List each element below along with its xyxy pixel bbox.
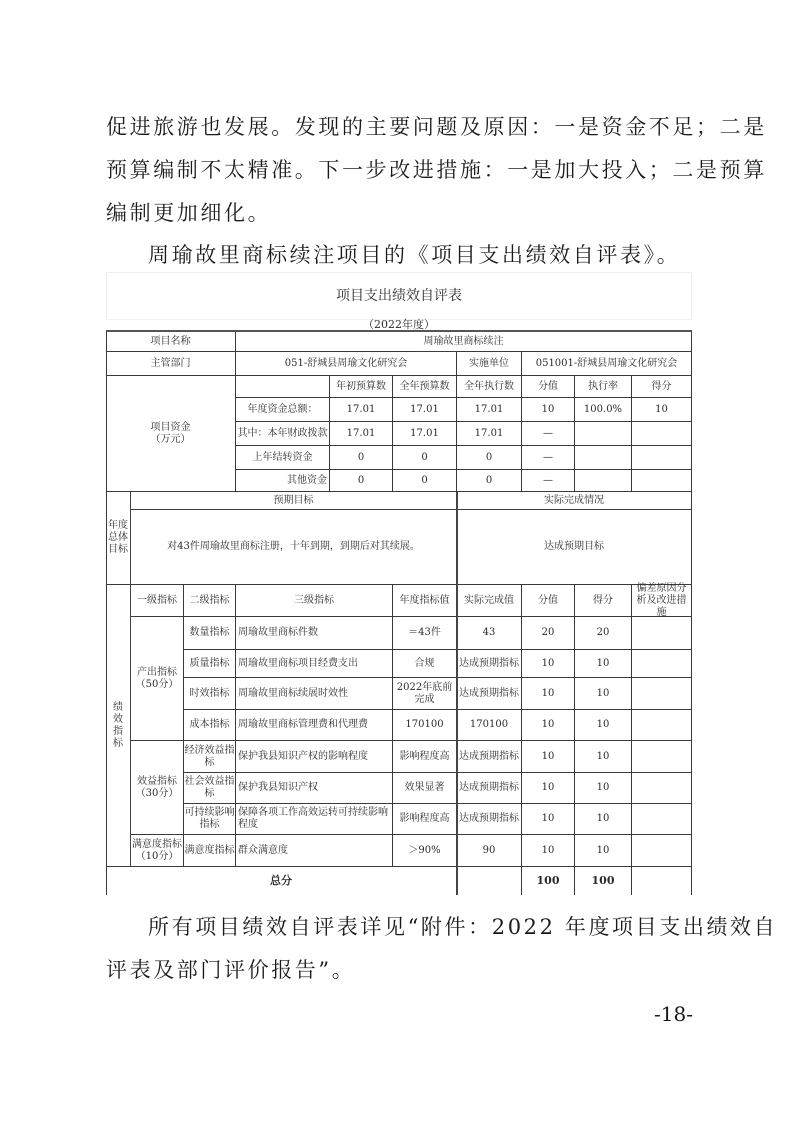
table-year-text: （2022年度）: [363, 318, 435, 331]
indicator-target: [393, 617, 457, 650]
funds-value: [522, 446, 575, 470]
total-score: [575, 867, 632, 895]
indicator-level3: [236, 835, 393, 867]
indicator-score-text: 10: [596, 782, 610, 793]
indicator-level2-text: 成本指标: [189, 719, 230, 730]
funds-header: [522, 376, 575, 398]
indicator-target-text: 合规: [414, 657, 435, 669]
indicator-actual: [457, 678, 522, 710]
indicator-level2-text: 经济效益指标: [184, 744, 235, 768]
level1-benefit-text: 效益指标 （30分）: [135, 775, 179, 799]
funds-row-label: [236, 446, 330, 470]
indicator-actual-text: 达成预期指标: [459, 750, 519, 762]
indicator-level3: [236, 678, 393, 710]
goal-actual-header: [457, 492, 692, 510]
indicator-header: [632, 582, 692, 618]
funds-value: [522, 422, 575, 446]
funds-value-text: 0: [485, 451, 493, 463]
funds-value: [393, 446, 457, 470]
label-project-funds-text: [151, 422, 191, 446]
indicator-header-text: 偏差原因分析及改进措施: [636, 582, 687, 618]
goal-actual-header-text: 实际完成情况: [544, 494, 604, 506]
indicator-weight: [522, 710, 575, 741]
indicator-note: [632, 710, 692, 741]
label-impl-unit-text: 实施单位: [469, 357, 509, 369]
indicator-header: [522, 585, 575, 617]
funds-unit-label: （万元）: [150, 433, 191, 445]
indicator-level3-text: 保护我县知识产权的影响程度: [238, 750, 368, 762]
indicator-level3: [236, 804, 393, 835]
indicator-actual-text: 达成预期指标: [459, 782, 519, 793]
indicator-score-text: 20: [596, 627, 610, 638]
funds-header-text: 执行率: [588, 380, 618, 392]
indicator-score: [575, 710, 632, 741]
paragraph-line: 促进旅游也发展。发现的主要问题及原因：一是资金不足；二是: [106, 115, 767, 139]
funds-row-label: [236, 398, 330, 422]
funds-value-text: 10: [541, 403, 555, 415]
value-dept-text: 051-舒城县周瑜文化研究会: [284, 357, 408, 369]
indicator-actual: [457, 710, 522, 741]
indicator-level2: [184, 773, 236, 804]
indicator-weight-text: 10: [541, 687, 555, 699]
indicator-level3: [236, 741, 393, 773]
indicator-level2-text: 时效指标: [189, 687, 230, 699]
indicator-header: [393, 585, 457, 617]
funds-value: [457, 446, 522, 470]
label-performance-indicators-text: 绩效指标: [113, 701, 123, 749]
indicator-weight-text: 10: [541, 844, 555, 856]
goal-expected-value-text: 对43件周瑜故里商标注册，十年到期，到期后对其续展。: [167, 541, 420, 552]
funds-header-text: 分值: [538, 380, 558, 392]
performance-self-evaluation-table: [106, 272, 692, 895]
indicator-weight-text: 10: [541, 719, 555, 730]
funds-value: [522, 398, 575, 422]
funds-value-text: 17.01: [474, 427, 504, 439]
funds-value-text: 17.01: [346, 403, 376, 415]
funds-value: [393, 422, 457, 446]
funds-value: [632, 422, 692, 446]
paragraph-line: 评表及部门评价报告”。: [106, 958, 356, 982]
label-impl-unit: [457, 352, 522, 376]
indicator-level3-text: 群众满意度: [238, 844, 288, 856]
indicator-level3: [236, 617, 393, 650]
indicator-level2-text: 可持续影响指标: [184, 807, 235, 830]
indicator-level2: [184, 835, 236, 867]
funds-value: [393, 470, 457, 492]
indicator-header: [131, 585, 184, 617]
funds-value-text: —: [543, 427, 553, 439]
label-annual-goal-text: 年度总体目标: [108, 520, 128, 555]
funds-row-label: [236, 470, 330, 492]
indicator-header-text: 得分: [593, 594, 613, 606]
level1-benefit: [131, 741, 184, 835]
total-weight: [522, 867, 575, 895]
indicator-header: [184, 585, 236, 617]
funds-value: [330, 470, 393, 492]
indicator-level2: [184, 617, 236, 650]
level1-satisfaction: [131, 835, 184, 867]
funds-header-text: 全年预算数: [399, 380, 450, 392]
indicator-weight-text: 10: [541, 657, 555, 669]
funds-value-text: 0: [421, 474, 428, 486]
funds-value-text: 10: [655, 403, 668, 415]
indicator-target: [393, 650, 457, 678]
funds-header: [632, 376, 692, 398]
indicator-note: [632, 741, 692, 773]
funds-value: [632, 446, 692, 470]
indicator-note: [632, 650, 692, 678]
indicator-actual: [457, 835, 522, 867]
indicator-score: [575, 617, 632, 650]
indicator-actual: [457, 650, 522, 678]
indicator-score-text: 10: [596, 844, 610, 856]
funds-label-line: 项目资金: [150, 421, 191, 433]
indicator-header-text: 一级指标: [137, 594, 177, 606]
goal-actual-value-text: 达成预期目标: [544, 541, 604, 552]
indicator-actual: [457, 617, 522, 650]
indicator-header-text: 实际完成值: [464, 594, 514, 606]
funds-header: [457, 376, 522, 398]
label-project-name-text: 项目名称: [150, 335, 191, 347]
indicator-actual-text: 达成预期指标: [459, 657, 519, 669]
indicator-weight-text: 10: [541, 782, 555, 793]
value-project-name: [236, 332, 692, 352]
indicator-weight: [522, 741, 575, 773]
table-intro: 周瑜故里商标续注项目的《项目支出绩效自评表》。: [148, 243, 681, 267]
indicator-level2: [184, 804, 236, 835]
indicator-actual: [457, 741, 522, 773]
funds-value-text: 0: [357, 451, 365, 463]
indicator-level3-text: 周瑜故里商标项目经费支出: [238, 657, 358, 669]
indicator-target-text: ＞90%: [408, 844, 441, 856]
indicator-header: [575, 585, 632, 617]
goal-expected-header-text: 预期目标: [273, 494, 314, 506]
indicator-weight: [522, 835, 575, 867]
funds-value: [330, 446, 393, 470]
indicator-level2: [184, 678, 236, 710]
indicator-level3: [236, 710, 393, 741]
funds-value-text: 0: [357, 474, 365, 486]
indicator-level2: [184, 741, 236, 773]
indicator-header: [236, 585, 393, 617]
table-divider: [456, 492, 458, 895]
indicator-target: [393, 835, 457, 867]
indicator-level2-text: 满意度指标: [184, 844, 235, 856]
indicator-score: [575, 835, 632, 867]
indicator-actual-text: 达成预期指标: [459, 687, 519, 699]
indicator-weight: [522, 773, 575, 804]
indicator-header: [457, 585, 522, 617]
paragraph-line: 编制更加细化。: [106, 201, 272, 225]
indicator-target-text: 效果显著: [404, 782, 445, 793]
indicator-target: [393, 678, 457, 710]
indicator-note: [632, 835, 692, 867]
indicator-weight: [522, 617, 575, 650]
indicator-actual-text: 170100: [469, 719, 509, 730]
label-project-name: [106, 332, 236, 352]
indicator-level3-text: 周瑜故里商标管理费和代理费: [238, 719, 368, 730]
funds-header-text: 年初预算数: [336, 380, 386, 392]
table-divider: [130, 492, 131, 867]
indicator-actual-text: 90: [482, 844, 496, 856]
indicator-score: [575, 741, 632, 773]
funds-header: [393, 376, 457, 398]
indicator-score-text: 10: [596, 719, 610, 730]
indicator-level3-text: 周瑜故里商标件数: [238, 627, 318, 638]
indicator-target-text: 170100: [405, 719, 444, 730]
indicator-level3-text: 保障各项工作高效运转可持续影响程度: [238, 807, 388, 830]
indicator-level2: [184, 650, 236, 678]
indicator-level2-text: 质量指标: [189, 657, 230, 669]
funds-header: [330, 376, 393, 398]
goal-actual-value: [457, 510, 692, 585]
indicator-note: [632, 804, 692, 835]
funds-value: [330, 422, 393, 446]
value-impl-unit-text: 051001-舒城县周瑜文化研究会: [535, 357, 678, 369]
indicator-level3-text: 周瑜故里商标续展时效性: [238, 687, 348, 699]
funds-value: [575, 398, 632, 422]
funds-value-text: 17.01: [474, 403, 504, 415]
indicator-note: [632, 678, 692, 710]
table-year: [106, 320, 692, 332]
level1-satisfaction-text: 满意度指标 （10分）: [132, 838, 182, 862]
funds-value: [457, 398, 522, 422]
total-weight-text: 100: [536, 874, 560, 887]
funds-value: [522, 470, 575, 492]
funds-header-blank: [236, 376, 330, 398]
funds-header-text: 全年执行数: [464, 380, 514, 392]
indicator-level2-text: 数量指标: [189, 627, 230, 638]
funds-value-text: 0: [485, 474, 493, 486]
table-title-text: 项目支出绩效自评表: [336, 288, 462, 304]
indicator-score: [575, 678, 632, 710]
indicator-score-text: 10: [596, 687, 610, 699]
total-note: [632, 867, 692, 895]
funds-value: [575, 446, 632, 470]
indicator-target: [393, 710, 457, 741]
indicator-actual: [457, 804, 522, 835]
table-title: [106, 272, 692, 320]
indicator-target: [393, 773, 457, 804]
indicator-score: [575, 773, 632, 804]
funds-value: [575, 422, 632, 446]
value-project-name-text: 周瑜故里商标续注: [423, 335, 504, 347]
indicator-weight: [522, 678, 575, 710]
paragraph-line: 预算编制不太精准。下一步改进措施：一是加大投入；二是预算: [106, 158, 767, 182]
value-dept: [236, 352, 457, 376]
indicator-target-text: ＝43件: [408, 627, 441, 638]
funds-value-text: 17.01: [346, 427, 376, 439]
funds-row-label-text: 其中：本年财政拨款: [237, 427, 328, 439]
funds-value: [575, 470, 632, 492]
label-performance-indicators: [106, 585, 131, 867]
funds-value-text: 100.0%: [583, 403, 623, 415]
indicator-target: [393, 804, 457, 835]
paragraph-line: 所有项目绩效自评表详见“附件：2022 年度项目支出绩效自: [148, 915, 778, 939]
funds-value: [457, 470, 522, 492]
funds-row-label-text: 其他资金: [287, 474, 327, 486]
indicator-weight-text: 10: [541, 750, 555, 762]
indicator-score-text: 10: [596, 750, 610, 762]
funds-value-text: —: [543, 451, 553, 463]
funds-header-text: 得分: [651, 380, 672, 392]
indicator-header-text: 三级指标: [294, 594, 334, 606]
funds-row-label-text: 年度资金总额：: [247, 403, 318, 415]
funds-row-label: [236, 422, 330, 446]
level1-output-text: 产出指标 （50分）: [135, 666, 179, 690]
label-project-funds: [106, 376, 236, 492]
funds-value: [330, 398, 393, 422]
funds-value-text: 17.01: [410, 403, 439, 415]
goal-expected-value: [131, 510, 457, 585]
indicator-target: [393, 741, 457, 773]
indicator-header-text: 二级指标: [189, 594, 230, 606]
indicator-target-text: 2022年底前完成: [396, 681, 453, 705]
funds-header: [575, 376, 632, 398]
indicator-level2: [184, 710, 236, 741]
indicator-weight-text: 20: [541, 627, 555, 638]
indicator-weight: [522, 804, 575, 835]
indicator-weight: [522, 650, 575, 678]
indicator-header-text: 年度指标值: [399, 594, 450, 606]
indicator-actual: [457, 773, 522, 804]
indicator-note: [632, 773, 692, 804]
indicator-level3: [236, 773, 393, 804]
total-label: [106, 867, 457, 895]
total-score-text: 100: [591, 874, 615, 887]
funds-value: [632, 470, 692, 492]
total-label-text: 总分: [270, 874, 292, 887]
table-left-border: [106, 332, 107, 895]
funds-value: [393, 398, 457, 422]
funds-value-text: 17.01: [410, 427, 439, 439]
indicator-header-text: 分值: [538, 594, 558, 606]
indicator-actual-text: 达成预期指标: [459, 813, 519, 824]
page-number: -18-: [654, 1002, 693, 1026]
level1-output: [131, 617, 184, 741]
label-annual-goal: [106, 492, 131, 585]
value-impl-unit: [522, 352, 692, 376]
label-dept: [106, 352, 236, 376]
indicator-score: [575, 650, 632, 678]
indicator-actual-text: 43: [482, 627, 496, 638]
indicator-target-text: 影响程度高: [399, 750, 450, 762]
indicator-note: [632, 617, 692, 650]
funds-row-label-text: 上年结转资金: [252, 451, 313, 463]
indicator-level2-text: 社会效益指标: [184, 776, 235, 799]
indicator-level3-text: 保护我县知识产权: [238, 782, 318, 793]
goal-expected-header: [131, 492, 457, 510]
indicator-weight-text: 10: [541, 813, 555, 824]
total-blank: [457, 867, 522, 895]
indicator-target-text: 影响程度高: [399, 813, 450, 824]
indicator-score: [575, 804, 632, 835]
funds-value: [632, 398, 692, 422]
funds-value: [457, 422, 522, 446]
label-dept-text: 主管部门: [150, 357, 191, 369]
indicator-score-text: 10: [596, 813, 610, 824]
funds-value-text: 0: [421, 451, 428, 463]
indicator-score-text: 10: [596, 657, 610, 669]
indicator-level3: [236, 650, 393, 678]
funds-value-text: —: [543, 474, 553, 486]
